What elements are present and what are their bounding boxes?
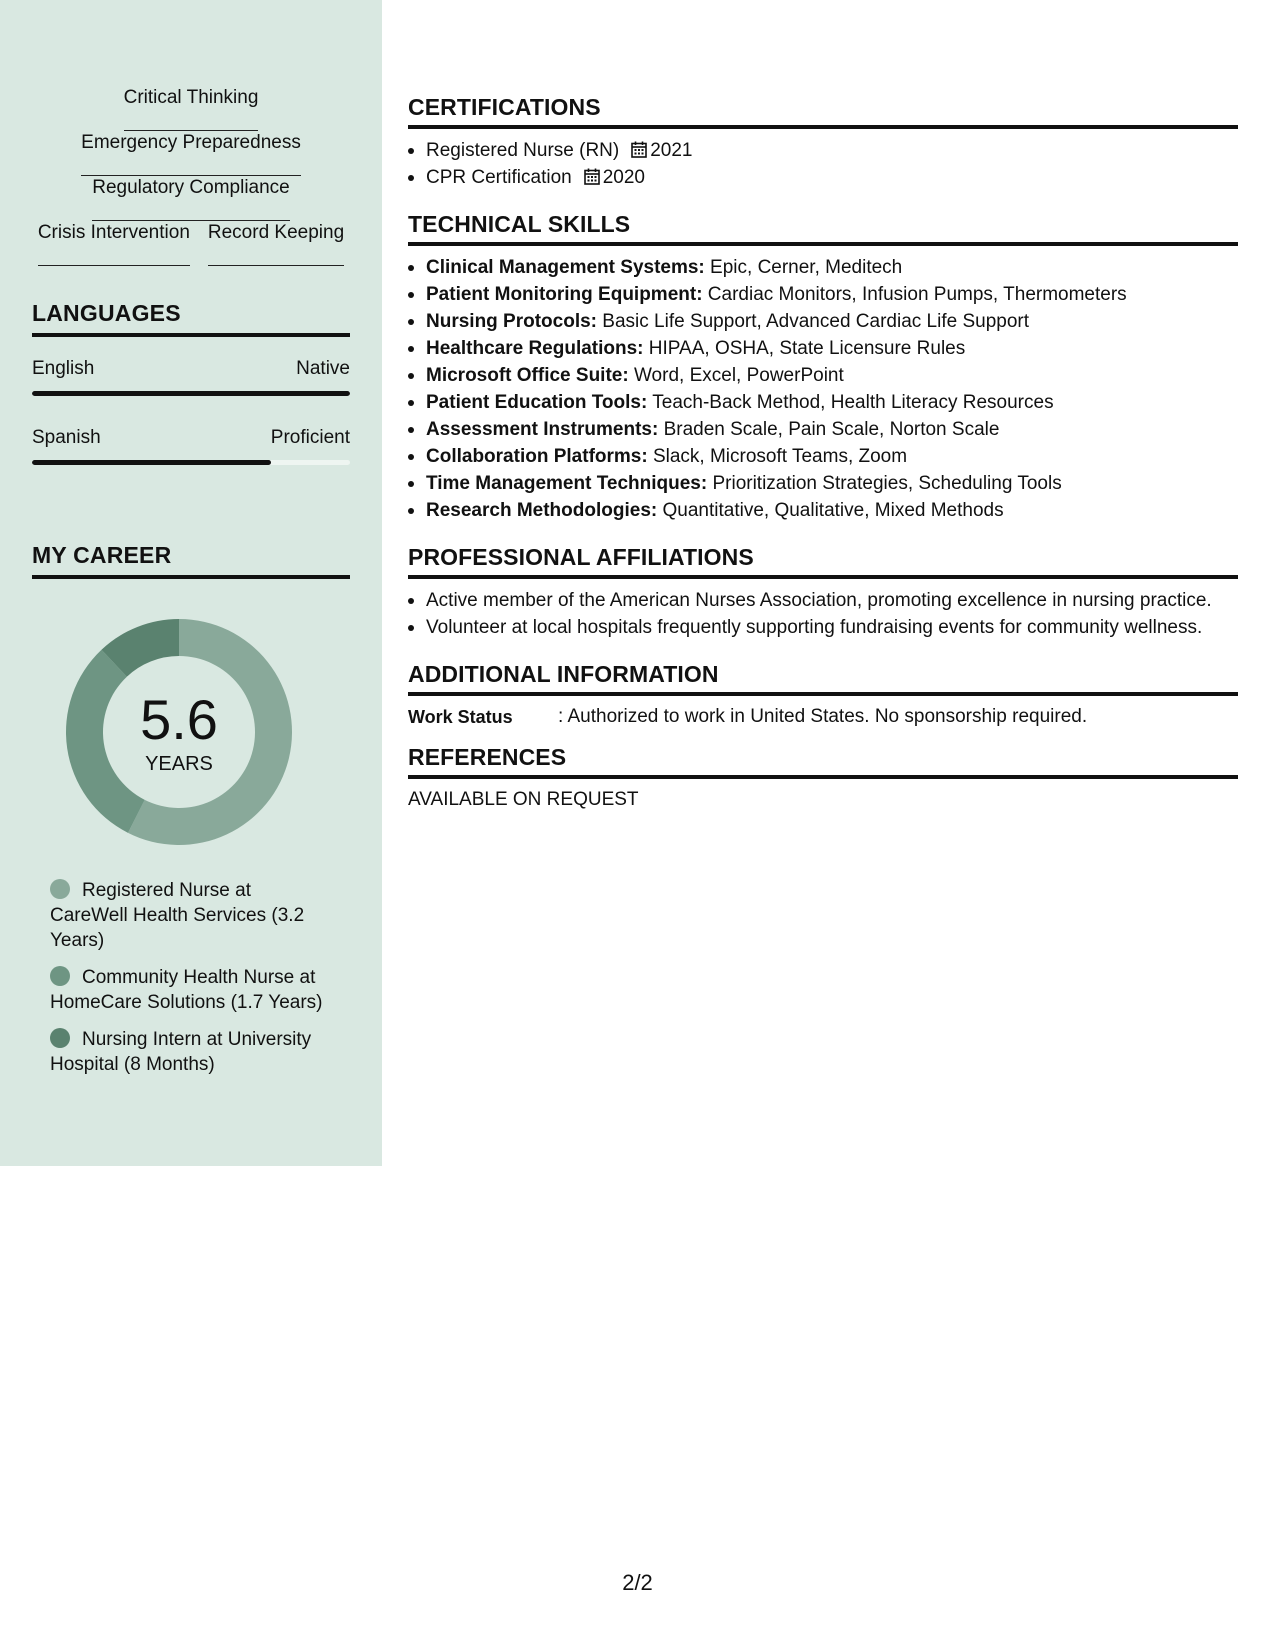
skill-tag: Emergency Preparedness	[81, 131, 301, 176]
language-level: Proficient	[270, 427, 350, 448]
skill-category: Research Methodologies:	[426, 500, 658, 521]
career-legend-item	[50, 1027, 330, 1077]
technical-skills-heading: TECHNICAL SKILLS	[408, 211, 1238, 246]
donut-center	[66, 619, 292, 845]
certification-year: 2020	[602, 167, 645, 188]
skill-values: Basic Life Support, Advanced Cardiac Life Support	[597, 311, 1029, 332]
career-total-value: 5.6	[140, 688, 218, 751]
certifications-list	[408, 137, 1238, 191]
skill-category: Collaboration Platforms:	[426, 446, 648, 467]
technical-skill-item	[408, 335, 1238, 362]
technical-skills-list	[408, 254, 1238, 524]
career-donut-chart	[66, 619, 292, 845]
work-status-value: : Authorized to work in United States. No sponsorship required.	[558, 706, 1088, 727]
certification-year: 2021	[650, 140, 693, 161]
references-heading: REFERENCES	[408, 744, 1238, 779]
language-proficiency-fill	[32, 391, 350, 396]
technical-skill-item	[408, 389, 1238, 416]
calendar-icon	[631, 141, 647, 158]
career-legend-text: Registered Nurse at CareWell Health Services (3.2 Years)	[50, 880, 305, 951]
career-legend-item	[50, 965, 330, 1015]
page-number: 2/2	[622, 1570, 653, 1595]
skill-category: Nursing Protocols:	[426, 311, 598, 332]
main-content	[408, 94, 1238, 813]
career-legend	[50, 878, 330, 1089]
calendar-icon	[584, 168, 600, 185]
certification-name: Registered Nurse (RN)	[426, 140, 620, 161]
language-row	[32, 426, 350, 450]
legend-dot-icon	[50, 966, 70, 986]
work-status-row	[408, 704, 1238, 730]
language-name: Spanish	[32, 427, 101, 448]
language-proficiency-bar	[32, 460, 350, 465]
skill-tag: Regulatory Compliance	[92, 176, 290, 221]
technical-skill-item	[408, 443, 1238, 470]
skill-row	[0, 86, 382, 131]
skill-category: Assessment Instruments:	[426, 419, 659, 440]
additional-info-heading: ADDITIONAL INFORMATION	[408, 661, 1238, 696]
skill-row	[0, 221, 382, 266]
technical-skill-item	[408, 362, 1238, 389]
skill-values: Cardiac Monitors, Infusion Pumps, Thermometers	[702, 284, 1127, 305]
work-status-label: Work Status	[408, 707, 513, 727]
technical-skill-item	[408, 470, 1238, 497]
language-item-english	[32, 357, 350, 396]
language-item-spanish	[32, 426, 350, 465]
language-name: English	[32, 358, 95, 379]
skill-tag: Critical Thinking	[124, 86, 259, 131]
skill-values: HIPAA, OSHA, State Licensure Rules	[643, 338, 966, 359]
legend-dot-icon	[50, 879, 70, 899]
career-legend-text: Nursing Intern at University Hospital (8 Months)	[50, 1029, 312, 1075]
career-legend-text: Community Health Nurse at HomeCare Solutions (1.7 Years)	[50, 967, 323, 1013]
certification-item	[408, 137, 1238, 164]
language-proficiency-bar	[32, 391, 350, 396]
language-level: Native	[296, 358, 350, 379]
skill-row	[0, 131, 382, 176]
skill-category: Microsoft Office Suite:	[426, 365, 629, 386]
skill-values: Epic, Cerner, Meditech	[704, 257, 903, 278]
career-total-unit: YEARS	[145, 753, 213, 775]
certifications-heading: CERTIFICATIONS	[408, 94, 1238, 129]
skill-category: Healthcare Regulations:	[426, 338, 644, 359]
skill-values: Prioritization Strategies, Scheduling Tools	[707, 473, 1062, 494]
career-legend-item	[50, 878, 330, 953]
career-heading: MY CAREER	[32, 542, 350, 579]
skill-category: Clinical Management Systems:	[426, 257, 705, 278]
languages-heading: LANGUAGES	[32, 300, 350, 337]
certification-item	[408, 164, 1238, 191]
soft-skills-list	[0, 86, 382, 266]
skill-values: Word, Excel, PowerPoint	[628, 365, 844, 386]
legend-dot-icon	[50, 1028, 70, 1048]
skill-tag: Record Keeping	[208, 221, 344, 266]
sidebar	[0, 0, 382, 1166]
skill-values: Teach-Back Method, Health Literacy Resources	[647, 392, 1054, 413]
skill-row	[0, 176, 382, 221]
affiliations-list	[408, 587, 1238, 641]
language-row	[32, 357, 350, 381]
skill-values: Braden Scale, Pain Scale, Norton Scale	[658, 419, 1000, 440]
technical-skill-item	[408, 254, 1238, 281]
affiliation-item: Volunteer at local hospitals frequently supporting fundraising events for community wellness.	[408, 614, 1238, 641]
skill-category: Patient Education Tools:	[426, 392, 648, 413]
language-proficiency-fill	[32, 460, 271, 465]
references-text: AVAILABLE ON REQUEST	[408, 789, 639, 810]
skill-category: Patient Monitoring Equipment:	[426, 284, 703, 305]
technical-skill-item	[408, 497, 1238, 524]
skill-values: Quantitative, Qualitative, Mixed Methods	[657, 500, 1004, 521]
technical-skill-item	[408, 308, 1238, 335]
technical-skill-item	[408, 281, 1238, 308]
skill-values: Slack, Microsoft Teams, Zoom	[647, 446, 908, 467]
affiliation-item: Active member of the American Nurses Association, promoting excellence in nursing practice.	[408, 587, 1238, 614]
skill-category: Time Management Techniques:	[426, 473, 708, 494]
affiliations-heading: PROFESSIONAL AFFILIATIONS	[408, 544, 1238, 579]
certification-name: CPR Certification	[426, 167, 572, 188]
technical-skill-item	[408, 416, 1238, 443]
skill-tag: Crisis Intervention	[38, 221, 190, 266]
